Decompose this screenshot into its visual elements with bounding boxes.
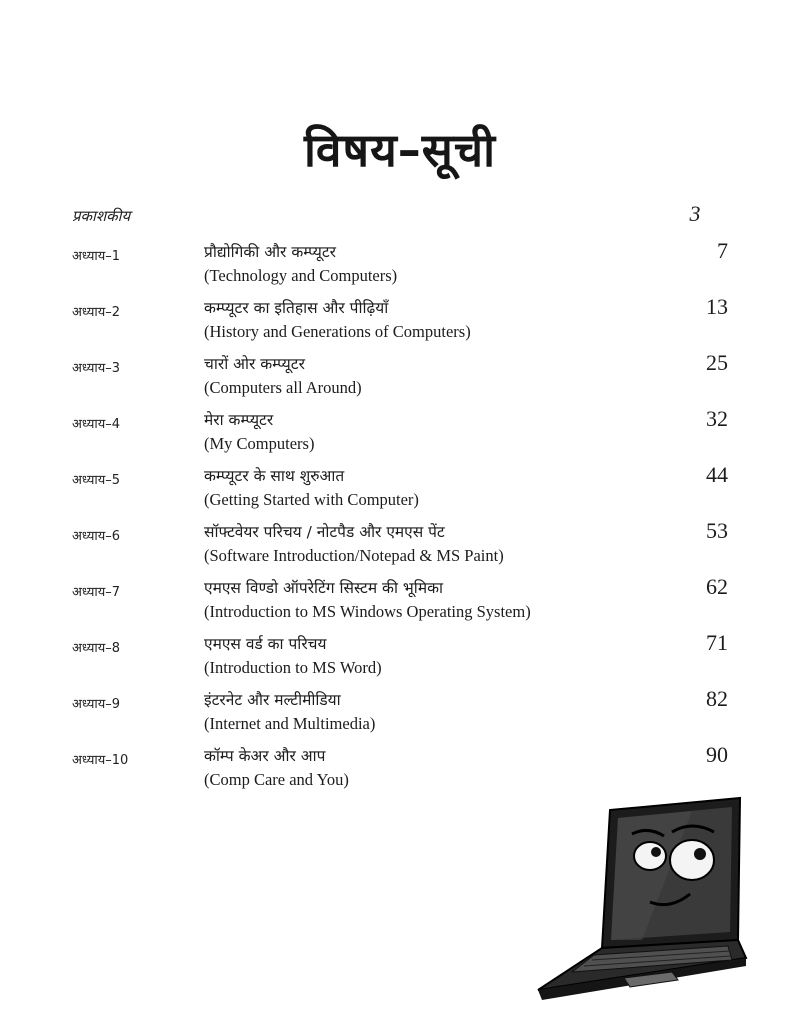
chapter-title-hindi: चारों ओर कम्प्यूटर bbox=[204, 355, 305, 373]
chapter-title-hindi: कम्प्यूटर के साथ शुरुआत bbox=[204, 467, 345, 485]
chapter-number: अध्याय–5 bbox=[72, 473, 121, 488]
chapter-number: अध्याय–8 bbox=[72, 641, 121, 656]
toc-row-9[interactable] bbox=[0, 682, 800, 738]
chapter-page-number: 62 bbox=[706, 574, 728, 599]
chapter-number: अध्याय–10 bbox=[72, 753, 129, 768]
chapter-page-number: 44 bbox=[706, 462, 728, 487]
chapter-title-english: (Software Introduction/Notepad & MS Paint) bbox=[204, 546, 504, 565]
chapter-page-number: 82 bbox=[706, 686, 728, 711]
chapter-number: अध्याय–3 bbox=[72, 361, 121, 376]
chapter-title-english: (Technology and Computers) bbox=[204, 266, 398, 285]
chapter-title-english: (History and Generations of Computers) bbox=[204, 322, 471, 341]
chapter-page-number: 90 bbox=[706, 742, 728, 767]
chapter-title-hindi: प्रौद्योगिकी और कम्प्यूटर bbox=[204, 243, 336, 261]
chapter-number: अध्याय–4 bbox=[72, 417, 121, 432]
chapter-title-hindi: इंटरनेट और मल्टीमीडिया bbox=[204, 691, 341, 709]
cartoon-laptop-icon bbox=[532, 790, 752, 1010]
chapter-number: अध्याय–9 bbox=[72, 697, 121, 712]
toc-row-10[interactable] bbox=[0, 738, 800, 794]
chapter-page-number: 32 bbox=[706, 406, 728, 431]
preface-page-number: 3 bbox=[689, 201, 701, 226]
chapter-number: अध्याय–2 bbox=[72, 305, 121, 320]
chapter-page-number: 71 bbox=[706, 630, 728, 655]
chapter-title-hindi: मेरा कम्प्यूटर bbox=[204, 411, 274, 429]
toc-row-6[interactable] bbox=[0, 514, 800, 570]
page-title: विषय–सूची bbox=[304, 123, 496, 177]
chapter-page-number: 13 bbox=[706, 294, 728, 319]
toc-row-3[interactable] bbox=[0, 346, 800, 402]
toc-row-7[interactable] bbox=[0, 570, 800, 626]
chapter-page-number: 7 bbox=[717, 238, 728, 263]
chapter-number: अध्याय–7 bbox=[72, 585, 121, 600]
chapter-title-hindi: एमएस विण्डो ऑपरेटिंग सिस्टम की भूमिका bbox=[204, 579, 444, 597]
toc-row-2[interactable] bbox=[0, 290, 800, 346]
chapter-title-hindi: कम्प्यूटर का इतिहास और पीढ़ियाँ bbox=[204, 299, 389, 317]
chapter-page-number: 25 bbox=[706, 350, 728, 375]
chapter-number: अध्याय–1 bbox=[72, 249, 121, 264]
chapter-title-english: (Getting Started with Computer) bbox=[204, 490, 419, 509]
chapter-title-hindi: सॉफ्टवेयर परिचय / नोटपैड और एमएस पेंट bbox=[204, 523, 445, 541]
chapter-title-english: (Comp Care and You) bbox=[204, 770, 349, 789]
chapter-number: अध्याय–6 bbox=[72, 529, 121, 544]
table-of-contents bbox=[0, 234, 800, 794]
chapter-title-english: (Introduction to MS Word) bbox=[204, 658, 382, 677]
chapter-title-english: (Introduction to MS Windows Operating System) bbox=[204, 602, 531, 621]
toc-row-8[interactable] bbox=[0, 626, 800, 682]
chapter-title-english: (Internet and Multimedia) bbox=[204, 714, 376, 733]
toc-row-1[interactable] bbox=[0, 234, 800, 290]
chapter-title-english: (Computers all Around) bbox=[204, 378, 362, 397]
chapter-title-english: (My Computers) bbox=[204, 434, 315, 453]
chapter-title-hindi: एमएस वर्ड का परिचय bbox=[204, 635, 327, 653]
toc-row-4[interactable] bbox=[0, 402, 800, 458]
preface-label: प्रकाशकीय bbox=[72, 207, 131, 225]
toc-row-5[interactable] bbox=[0, 458, 800, 514]
chapter-page-number: 53 bbox=[706, 518, 728, 543]
chapter-title-hindi: कॉम्प केअर और आप bbox=[204, 747, 326, 765]
